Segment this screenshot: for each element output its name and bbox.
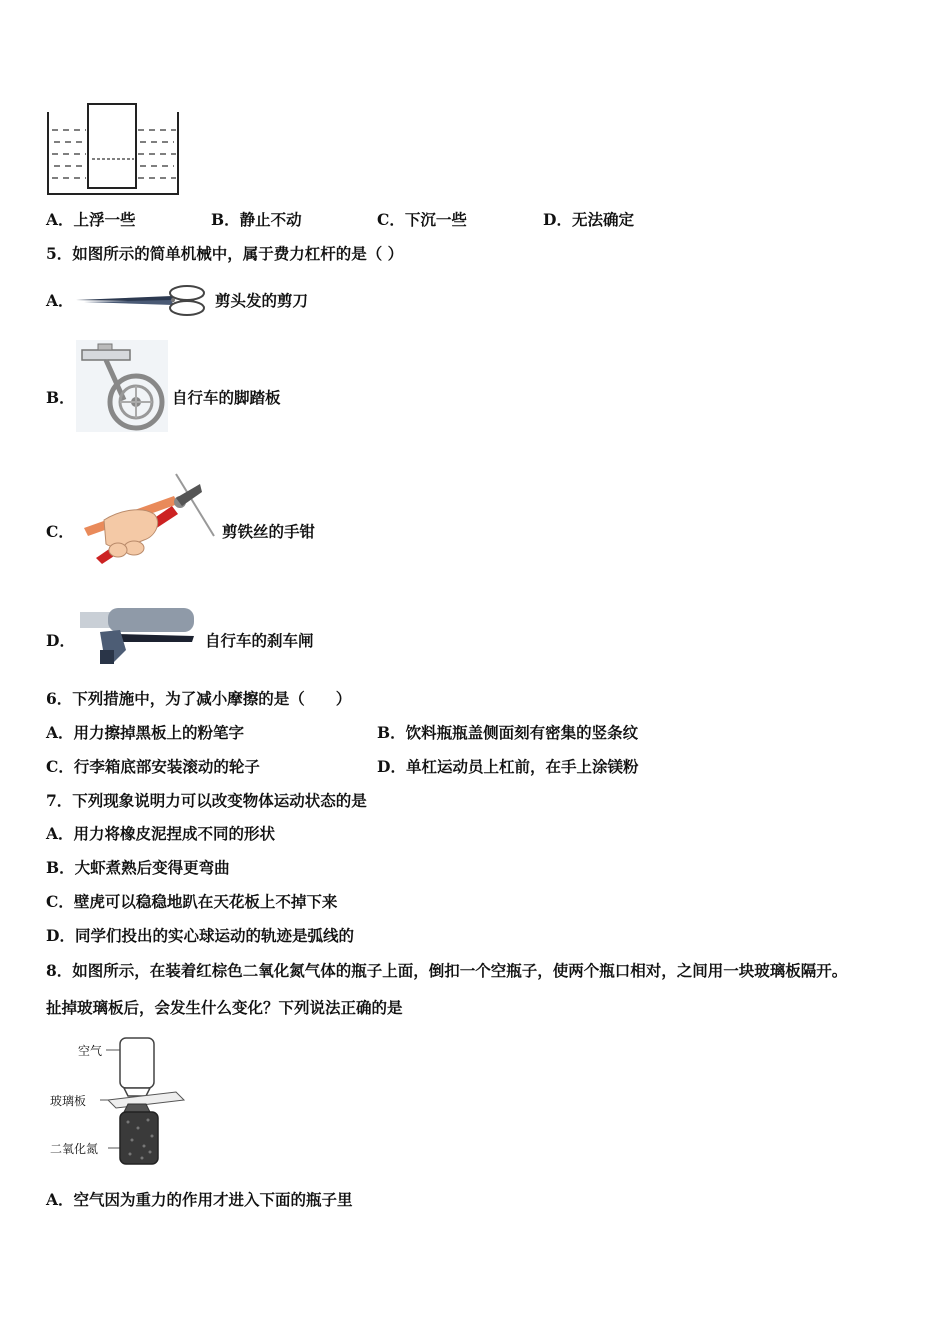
q7-option-b[interactable]: B．大虾煮熟后变得更弯曲 <box>46 858 230 877</box>
figure-label-air: 空气 <box>78 1044 103 1058</box>
q4-option-b[interactable]: B．静止不动 <box>211 210 302 229</box>
q7-option-d[interactable]: D．同学们投出的实心球运动的轨迹是弧线的 <box>46 926 354 945</box>
q8-stem-line2: 扯掉玻璃板后，会发生什么变化？下列说法正确的是 <box>46 998 403 1017</box>
q5-option-c-caption: 剪铁丝的手钳 <box>222 522 316 541</box>
container-figure <box>44 100 184 198</box>
q4-option-a[interactable]: A．上浮一些 <box>46 210 136 229</box>
figure-label-glass: 玻璃板 <box>50 1094 87 1108</box>
scissors-icon <box>74 283 214 317</box>
q6-stem: 6．下列措施中，为了减小摩擦的是（ ） <box>46 689 352 708</box>
q5-option-b-letter[interactable]: B． <box>46 388 75 407</box>
q7-stem: 7．下列现象说明力可以改变物体运动状态的是 <box>46 791 367 810</box>
q8-stem-line1: 8．如图所示，在装着红棕色二氧化氮气体的瓶子上面，倒扣一个空瓶子，使两个瓶口相对，之间用一块玻璃板隔开。 <box>46 961 848 980</box>
q5-option-d-caption: 自行车的刹车闸 <box>205 631 314 650</box>
q5-option-a-letter[interactable]: A． <box>46 291 74 310</box>
q6-option-c[interactable]: C．行李箱底部安装滚动的轮子 <box>46 757 260 776</box>
brake-lever-icon <box>76 606 200 668</box>
q5-option-c-letter[interactable]: C． <box>46 522 74 541</box>
q6-option-d[interactable]: D．单杠运动员上杠前，在手上涂镁粉 <box>377 757 639 776</box>
q5-stem: 5．如图所示的简单机械中，属于费力杠杆的是（ ） <box>46 244 404 263</box>
q5-option-d-letter[interactable]: D． <box>46 631 75 650</box>
q8-option-a[interactable]: A．空气因为重力的作用才进入下面的瓶子里 <box>46 1190 353 1209</box>
q6-option-b[interactable]: B．饮料瓶瓶盖侧面刻有密集的竖条纹 <box>377 723 639 742</box>
figure-label-gas: 二氧化氮 <box>50 1142 99 1156</box>
q7-option-c[interactable]: C．壁虎可以稳稳地趴在天花板上不掉下来 <box>46 892 338 911</box>
bottles-figure <box>48 1036 198 1168</box>
q7-option-a[interactable]: A．用力将橡皮泥捏成不同的形状 <box>46 824 276 843</box>
q6-option-a[interactable]: A．用力擦掉黑板上的粉笔字 <box>46 723 245 742</box>
bicycle-pedal-icon <box>76 340 168 432</box>
q4-option-c[interactable]: C．下沉一些 <box>377 210 467 229</box>
q5-option-a-caption: 剪头发的剪刀 <box>215 291 309 310</box>
pliers-icon <box>76 470 218 568</box>
q4-option-d[interactable]: D．无法确定 <box>543 210 634 229</box>
q5-option-b-caption: 自行车的脚踏板 <box>172 388 281 407</box>
